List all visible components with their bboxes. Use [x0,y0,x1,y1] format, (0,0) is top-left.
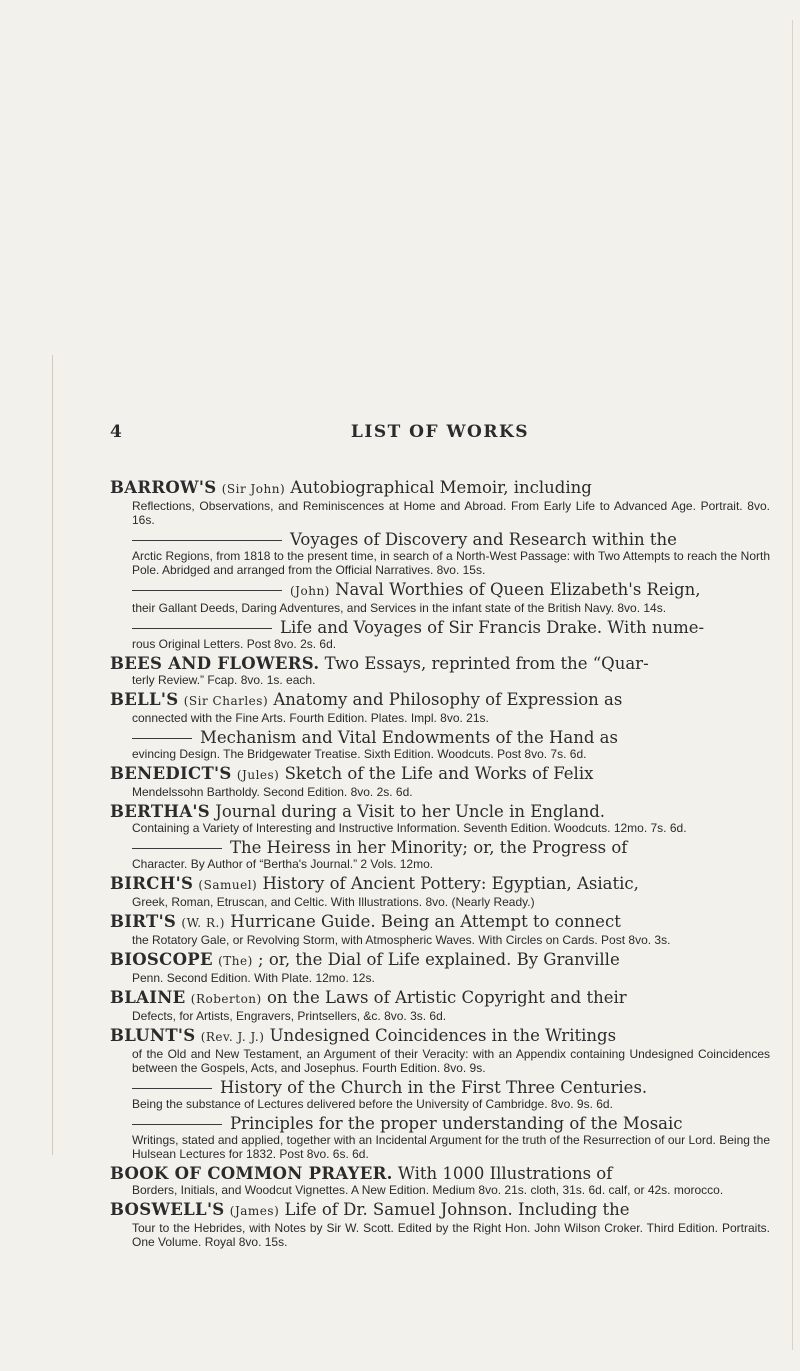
works-list [110,478,770,1252]
entry-heading [110,654,770,673]
entry-description: Writings, stated and applied, together with an Incidental Argument for the truth of the Resurrection of our Lord. Being the Hulsean Lectures for 1832. Post 8vo. 6s. 6d. [132,1133,770,1161]
entry-title: Voyages of Discovery and Research within the [290,530,677,549]
entry-title: Life of Dr. Samuel Johnson. Including the [284,1200,630,1219]
list-item [110,690,770,725]
entry-heading [110,1078,770,1097]
entry-author-qualifier: (Roberton) [190,992,262,1006]
entry-title: Two Essays, reprinted from the “Quar- [324,654,649,673]
entry-title: Autobiographical Memoir, including [290,478,592,497]
entry-heading [110,530,770,549]
entry-description: Mendelssohn Bartholdy. Second Edition. 8vo. 2s. 6d. [132,785,413,799]
page-header [110,422,770,450]
list-item [110,618,770,651]
list-item [110,580,770,615]
list-item [110,912,770,947]
entry-author: BLAINE [110,988,186,1007]
list-item [110,874,770,909]
ditto-rule [132,848,222,849]
entry-title: Journal during a Visit to her Uncle in England. [215,802,605,821]
entry-heading [110,690,770,711]
entry-description: their Gallant Deeds, Daring Adventures, and Services in the infant state of the British Navy. 8vo. 14s. [132,601,667,615]
entry-title: History of Ancient Pottery: Egyptian, Asiatic, [262,874,639,893]
entry-description: Borders, Initials, and Woodcut Vignettes. A New Edition. Medium 8vo. 21s. cloth, 31s. 6d. calf, or 42s. morocco. [132,1183,724,1197]
entry-title: on the Laws of Artistic Copyright and their [266,988,627,1007]
list-item [110,988,770,1023]
entry-title: Life and Voyages of Sir Francis Drake. With nume- [280,618,705,637]
entry-author-qualifier: (John) [290,584,330,598]
list-item [110,1200,770,1249]
entry-title: Hurricane Guide. Being an Attempt to connect [230,912,621,931]
entry-author: BIOSCOPE [110,950,213,969]
entry-description: Reflections, Observations, and Reminiscences at Home and Abroad. From Early Life to Advanced Age. Portrait. 8vo. 16s. [132,499,770,527]
entry-author-qualifier: (W. R.) [181,916,225,930]
entry-title: Sketch of the Life and Works of Felix [284,764,594,783]
entry-title: Naval Worthies of Queen Elizabeth's Reign, [335,580,701,599]
ditto-rule [132,1124,222,1125]
entry-author: BENEDICT'S [110,764,232,783]
entry-author-qualifier: (Rev. J. J.) [200,1030,265,1044]
entry-author: BEES AND FLOWERS. [110,654,320,673]
entry-description: Being the substance of Lectures delivered before the University of Cambridge. 8vo. 9s. 6d. [132,1097,613,1111]
entry-title: Undesigned Coincidences in the Writings [269,1026,617,1045]
entry-author: BLUNT'S [110,1026,196,1045]
entry-heading [110,1200,770,1221]
entry-description: Arctic Regions, from 1818 to the present time, in search of a North-West Passage: with Two Attempts to reach the North Pole. Abridged and arranged from the Official Narratives. 8vo. 15s. [132,549,770,577]
entry-description: Containing a Variety of Interesting and Instructive Information. Seventh Edition. Woodcuts. 12mo. 7s. 6d. [132,821,687,835]
entry-description: of the Old and New Testament, an Argument of their Veracity: with an Appendix containing Undesigned Coincidences between the Gospels, Acts, and Josephus. Fourth Edition. 8vo. 9s. [132,1047,770,1075]
entry-title: With 1000 Illustrations of [397,1164,613,1183]
entry-description: connected with the Fine Arts. Fourth Edition. Plates. Impl. 8vo. 21s. [132,711,489,725]
entry-author: BIRT'S [110,912,177,931]
list-item [110,950,770,985]
ditto-rule [132,628,272,629]
list-item [110,1164,770,1197]
entry-author-qualifier: (Sir John) [221,482,286,496]
ditto-rule [132,540,282,541]
entry-description: rous Original Letters. Post 8vo. 2s. 6d. [132,637,337,651]
entry-heading [110,580,770,601]
entry-description: terly Review.” Fcap. 8vo. 1s. each. [132,673,316,687]
entry-author-qualifier: (Samuel) [198,878,258,892]
entry-author: BOOK OF COMMON PRAYER. [110,1164,393,1183]
entry-author: BIRCH'S [110,874,194,893]
entry-heading [110,764,770,785]
entry-title: History of the Church in the First Three Centuries. [220,1078,648,1097]
entry-author: BOSWELL'S [110,1200,225,1219]
entry-heading [110,1026,770,1047]
list-item [110,1114,770,1161]
entry-author-qualifier: (Sir Charles) [183,694,269,708]
entry-description: evincing Design. The Bridgewater Treatise. Sixth Edition. Woodcuts. Post 8vo. 7s. 6d. [132,747,587,761]
entry-title: ; or, the Dial of Life explained. By Granville [258,950,620,969]
list-item [110,654,770,687]
list-item [110,1026,770,1075]
entry-description: Greek, Roman, Etruscan, and Celtic. With Illustrations. 8vo. (Nearly Ready.) [132,895,535,909]
entry-heading [110,1114,770,1133]
entry-heading [110,1164,770,1183]
list-item [110,728,770,761]
entry-heading [110,618,770,637]
page-number: 4 [110,422,122,442]
list-item [110,802,770,835]
entry-heading [110,988,770,1009]
entry-heading [110,728,770,747]
entry-author: BERTHA'S [110,802,210,821]
entry-title: Principles for the proper understanding of the Mosaic [230,1114,683,1133]
page-edge-line-right [792,20,793,1350]
entry-author-qualifier: (The) [218,954,253,968]
ditto-rule [132,738,192,739]
page-edge-line [52,355,53,1155]
list-item [110,1078,770,1111]
running-title: LIST OF WORKS [350,422,530,442]
entry-title: Mechanism and Vital Endowments of the Hand as [200,728,618,747]
entry-heading [110,802,770,821]
entry-title: Anatomy and Philosophy of Expression as [273,690,623,709]
list-item [110,478,770,527]
entry-author-qualifier: (James) [229,1204,280,1218]
list-item [110,530,770,577]
list-item [110,838,770,871]
entry-heading [110,912,770,933]
entry-description: Tour to the Hebrides, with Notes by Sir W. Scott. Edited by the Right Hon. John Wilson Croker. Third Edition. Portraits. One Volume. Royal 8vo. 15s. [132,1221,770,1249]
entry-heading [110,950,770,971]
entry-description: Character. By Author of “Bertha's Journal.” 2 Vols. 12mo. [132,857,434,871]
ditto-rule [132,1088,212,1089]
ditto-rule [132,590,282,591]
entry-description: the Rotatory Gale, or Revolving Storm, with Atmospheric Waves. With Circles on Cards. Post 8vo. 3s. [132,933,671,947]
entry-author: BELL'S [110,690,179,709]
entry-heading [110,838,770,857]
entry-description: Defects, for Artists, Engravers, Printsellers, &c. 8vo. 3s. 6d. [132,1009,447,1023]
entry-heading [110,874,770,895]
entry-author-qualifier: (Jules) [236,768,280,782]
entry-description: Penn. Second Edition. With Plate. 12mo. 12s. [132,971,375,985]
entry-title: The Heiress in her Minority; or, the Progress of [230,838,628,857]
entry-author: BARROW'S [110,478,217,497]
list-item [110,764,770,799]
entry-heading [110,478,770,499]
